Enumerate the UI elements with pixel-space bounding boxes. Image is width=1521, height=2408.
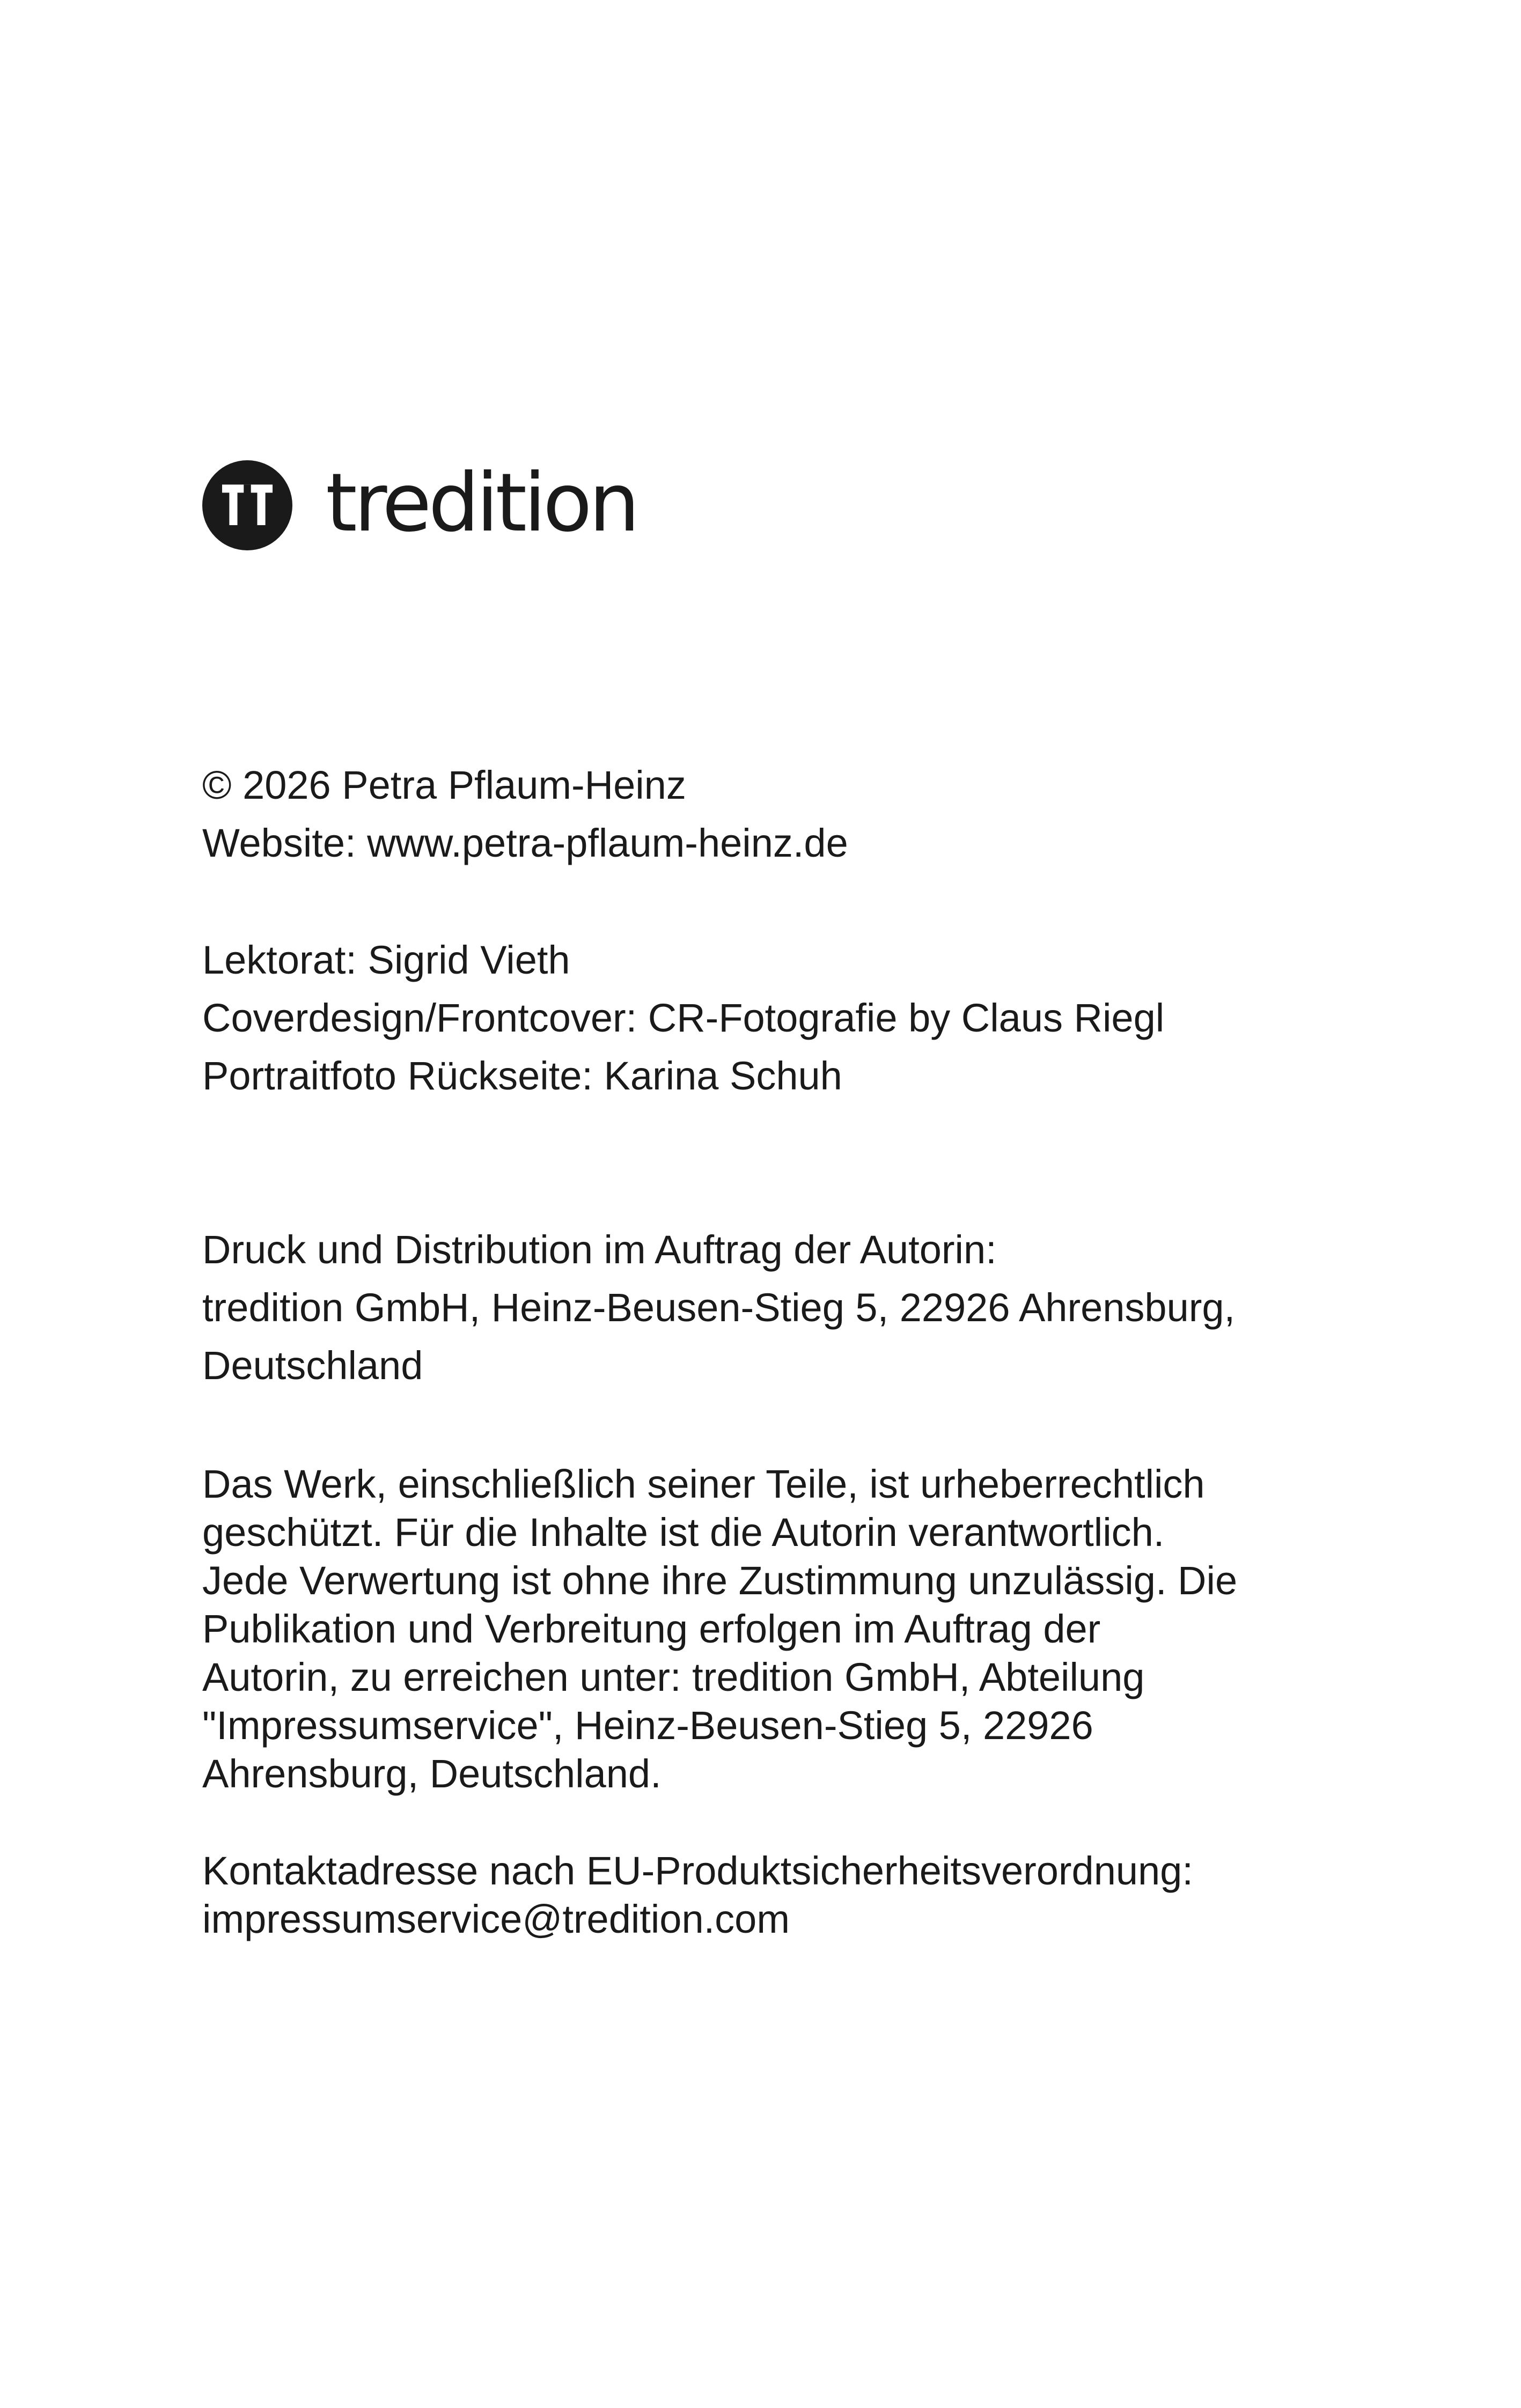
legal-line: geschützt. Für die Inhalte ist die Autorin verantwortlich. xyxy=(202,1510,1165,1555)
legal-line: "Impressumservice", Heinz-Beusen-Stieg 5, 22926 xyxy=(202,1703,1093,1748)
printing-line: Deutschland xyxy=(202,1343,423,1388)
legal-line: Autorin, zu erreichen unter: tredition GmbH, Abteilung xyxy=(202,1655,1145,1699)
contact-line: Kontaktadresse nach EU-Produktsicherheitsverordnung: xyxy=(202,1849,1193,1893)
legal-notice xyxy=(202,1460,1329,1798)
copyright-block xyxy=(202,756,1329,872)
cover-credit: Coverdesign/Frontcover: CR-Fotografie by Claus Riegl xyxy=(202,996,1165,1040)
copyright-line: © 2026 Petra Pflaum-Heinz xyxy=(202,763,686,807)
editing-credit: Lektorat: Sigrid Vieth xyxy=(202,938,570,982)
contact-block xyxy=(202,1847,1329,1943)
printing-line: tredition GmbH, Heinz-Beusen-Stieg 5, 22926 Ahrensburg, xyxy=(202,1285,1236,1330)
credits-block xyxy=(202,931,1329,1105)
printing-block xyxy=(202,1221,1329,1395)
legal-line: Publikation und Verbreitung erfolgen im Auftrag der xyxy=(202,1607,1101,1651)
publisher-logo xyxy=(202,456,637,550)
legal-line: Ahrensburg, Deutschland. xyxy=(202,1751,662,1796)
legal-line: Das Werk, einschließlich seiner Teile, ist urheberrechtlich xyxy=(202,1462,1205,1506)
printing-line: Druck und Distribution im Auftrag der Autorin: xyxy=(202,1227,997,1272)
legal-line: Jede Verwertung ist ohne ihre Zustimmung unzulässig. Die xyxy=(202,1558,1238,1603)
publisher-wordmark: tredition xyxy=(326,456,637,550)
website-line: Website: www.petra-pflaum-heinz.de xyxy=(202,821,848,865)
contact-email: impressumservice@tredition.com xyxy=(202,1897,790,1941)
tredition-t-mark-icon xyxy=(202,460,292,550)
portrait-credit: Portraitfoto Rückseite: Karina Schuh xyxy=(202,1054,842,1098)
